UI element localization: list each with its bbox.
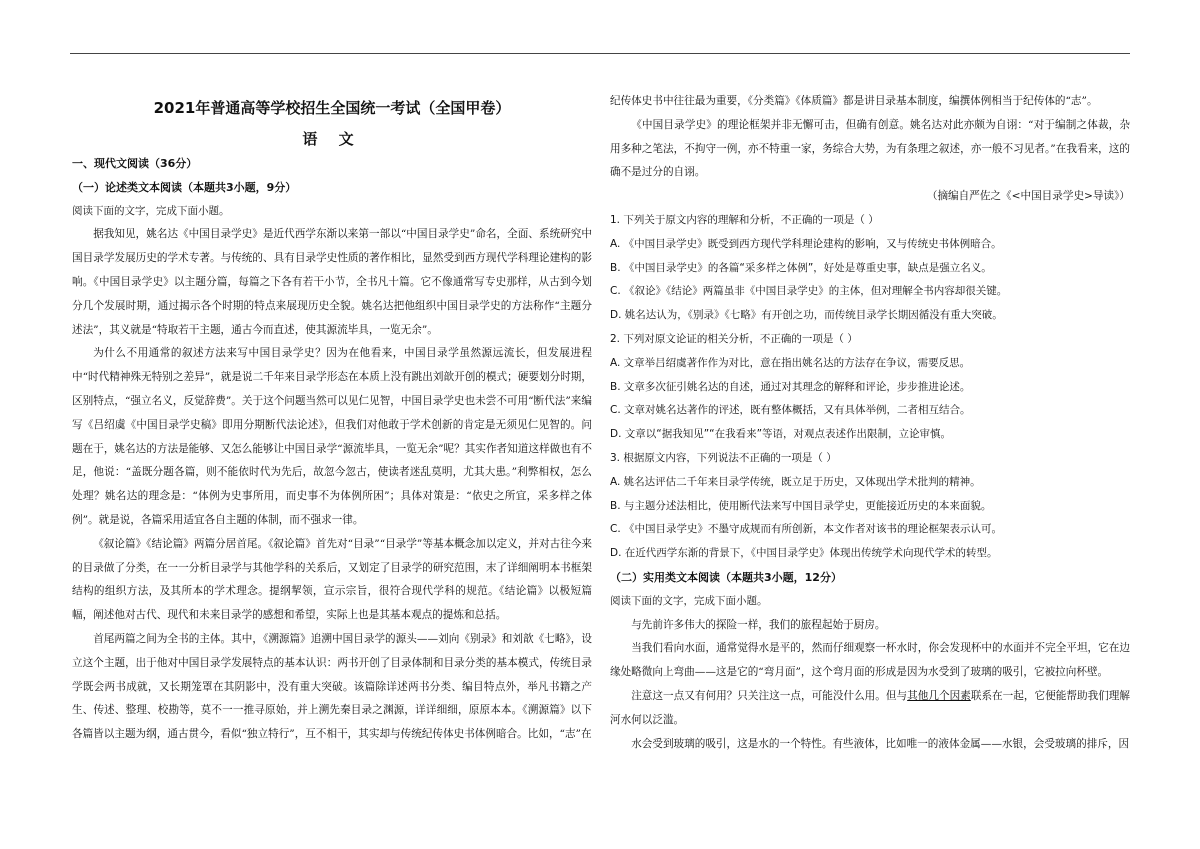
paragraph: 《叙论篇》《结论篇》两篇分居首尾。《叙论篇》首先对“目录”“目录学”等基本概念加以定义，并对古往今来的目录做了分类，在一一分析目录学与其他学科的关系后，又划定了目录学的研究范围，末了详细阐明本书框架结构的组织方法，及其所本的学术理念。提纲挈领，宣示宗旨，很符合现代学科的规范。《结论篇》以极短篇幅，阐述他对古代、现代和未来目录学的感想和希望，实际上也是其基本观点的提炼和总括。 (72, 537, 592, 622)
option-b: B. 文章多次征引姚名达的自述，通过对其理念的解释和评论，步步推进论述。 (610, 380, 971, 393)
question-2 (610, 328, 1130, 447)
right-column (610, 90, 1130, 756)
option-d: D. 姚名达认为，《别录》《七略》有开创之功，而传统目录学长期因循没有重大突破。 (610, 309, 1003, 322)
paragraph: 与先前许多伟大的探险一样，我们的旅程起始于厨房。 (631, 618, 886, 631)
paragraph: 《中国目录学史》的理论框架并非无懈可击，但确有创意。姚名达对此亦颇为自诩：“对于编制之体裁，杂用多种之笔法，不拘守一例，亦不特重一家，务综合大势，为有条理之叙述，亦一般不习见者。”在我看来，这的确不是过分的自诩。 (610, 118, 1130, 179)
option-c: C. 《中国目录学史》不墨守成规而有所创新，本文作者对该书的理论框架表示认可。 (610, 523, 1003, 536)
question-stem: 3. 根据原文内容，下列说法不正确的一项是（ ） (610, 451, 837, 464)
exam-title: 2021年普通高等学校招生全国统一考试（全国甲卷） (153, 99, 511, 117)
question-stem: 1. 下列关于原文内容的理解和分析，不正确的一项是（ ） (610, 213, 879, 226)
header-rule (70, 53, 1130, 54)
question-stem: 2. 下列对原文论证的相关分析，不正确的一项是（ ） (610, 332, 858, 345)
paragraph: 水会受到玻璃的吸引，这是水的一个特性。有些液体，比如唯一的液体金属——水银，会受玻璃的排斥，因 (631, 737, 1130, 750)
source-citation: （摘编自严佐之《<中国目录学史>导读》） (926, 190, 1130, 203)
paragraph: 当我们看向水面，通常觉得水是平的，然而仔细观察一杯水时，你会发现杯中的水面并不完全平坦，它在边缘处略微向上弯曲——这是它的“弯月面”，这个弯月面的形成是因为水受到了玻璃的吸引，它被拉向杯壁。 (610, 642, 1130, 679)
option-c: C. 文章对姚名达著作的评述，既有整体概括，又有具体举例，二者相互结合。 (610, 404, 971, 417)
part-heading: （一）论述类文本阅读（本题共3小题，9分） (72, 180, 297, 194)
option-a: A. 姚名达评估二千年来目录学传统，既立足于历史，又体现出学术批判的精神。 (610, 475, 981, 488)
option-b: B. 与主题分述法相比，使用断代法来写中国目录学史，更能接近历史的本来面貌。 (610, 499, 992, 512)
option-b: B. 《中国目录学史》的各篇“采多样之体例”，好处是尊重史事，缺点是强立名义。 (610, 261, 992, 274)
instruction: 阅读下面的文字，完成下面小题。 (72, 204, 230, 217)
option-d: D. 文章以“据我知见”“在我看来”等语，对观点表述作出限制，立论审慎。 (610, 428, 952, 441)
paragraph: 纪传体史书中往往最为重要，《分类篇》《体质篇》都是讲目录基本制度，编撰体例相当于纪传体的“志”。 (610, 95, 1098, 107)
underlined-phrase: 其他几个因素 (907, 689, 971, 702)
subject-title: 语 文 (302, 130, 362, 148)
option-a: A. 文章举吕绍虞著作作为对比，意在指出姚名达的方法存在争议，需要反思。 (610, 356, 971, 369)
instruction: 阅读下面的文字，完成下面小题。 (610, 594, 768, 607)
part-heading: （二）实用类文本阅读（本题共3小题，12分） (610, 570, 842, 584)
section-heading: 一、现代文阅读（36分） (72, 157, 198, 170)
paragraph (610, 685, 1130, 733)
text-run: 注意这一点又有何用？只关注这一点，可能没什么用。但与 (631, 689, 908, 702)
option-d: D. 在近代西学东渐的背景下，《中国目录学史》体现出传统学术向现代学术的转型。 (610, 547, 998, 560)
option-a: A. 《中国目录学史》既受到西方现代学科理论建构的影响，又与传统史书体例暗合。 (610, 237, 1002, 250)
paragraph: 为什么不用通常的叙述方法来写中国目录学史？因为在他看来，中国目录学虽然源远流长，但发展进程中“时代精神殊无特别之差异”，就是说二千年来目录学形态在本质上没有跳出刘歆开创的模式；硬要划分时期，区别特点，“强立名义，反觉辞费”。关于这个问题当然可以见仁见智，中国目录学史也未尝不可用“断代法”来编写《吕绍虞《中国目录学史稿》即用分期断代法论述》，但我们对他敢于学术创新的肯定是无须见仁见智的。问题在于，姚名达的方法是能够、又怎么能够让中国目录学“源流毕具，一览无余”呢？其实作者知道这样做也有不足，他说：“盖既分题各篇，则不能依时代为先后，故忽今忽古，使读者迷乱莫明，尤其大患。”利弊相权，怎么处理？姚名达的理念是：“体例为史事所用，而史事不为体例所困”；具体对策是：“依史之所宜，采多样之体例”。就是说，各篇采用适宜各自主题的体制，而不强求一律。 (72, 347, 592, 526)
paragraph: 据我知见，姚名达《中国目录学史》是近代西学东渐以来第一部以“中国目录学史”命名，全面、系统研究中国目录学发展历史的学术专著。与传统的、具有目录学史性质的著作相比，显然受到西方现代学科理论建构的影响。《中国目录学史》以主题分篇，每篇之下各有若干小节，全书凡十篇。它不像通常写专史那样，从古到今划分几个发展时期，通过揭示各个时期的特点来展现历史全貌。姚名达把他组织中国目录学史的方法称作“主题分述法”，其义就是“特取若干主题，通古今而直述，使其源流毕具，一览无余”。 (72, 228, 592, 336)
paragraph: 首尾两篇之间为全书的主体。其中，《溯源篇》追溯中国目录学的源头——刘向《别录》和刘歆《七略》，设立这个主题，出于他对中国目录学发展特点的基本认识：两书开创了目录体制和目录分类的基本模式，传统目录学既会两书成就，又长期笼罩在其阴影中，没有重大突破。该篇除详述两书分类、编目特点外，举凡书籍之产生、传述、整理、校勘等，莫不一一推寻原始，并上溯先秦目录之渊源，详详细细，原原本本。《溯源篇》以下各篇皆以主题为纲，通古贯今，看似“独立特行”，互不相干，其实却与传统纪传体史书体例暗合。比如，“志”在 (72, 632, 592, 741)
question-1 (610, 209, 1130, 328)
left-column (72, 88, 592, 747)
question-3 (610, 447, 1130, 566)
option-c: C. 《叙论》《结论》两篇虽非《中国目录学史》的主体，但对理解全书内容却很关键。 (610, 285, 1008, 298)
text-run: 联系在一起，它便能帮助我们理解河水何以泛滥。 (610, 689, 1131, 726)
